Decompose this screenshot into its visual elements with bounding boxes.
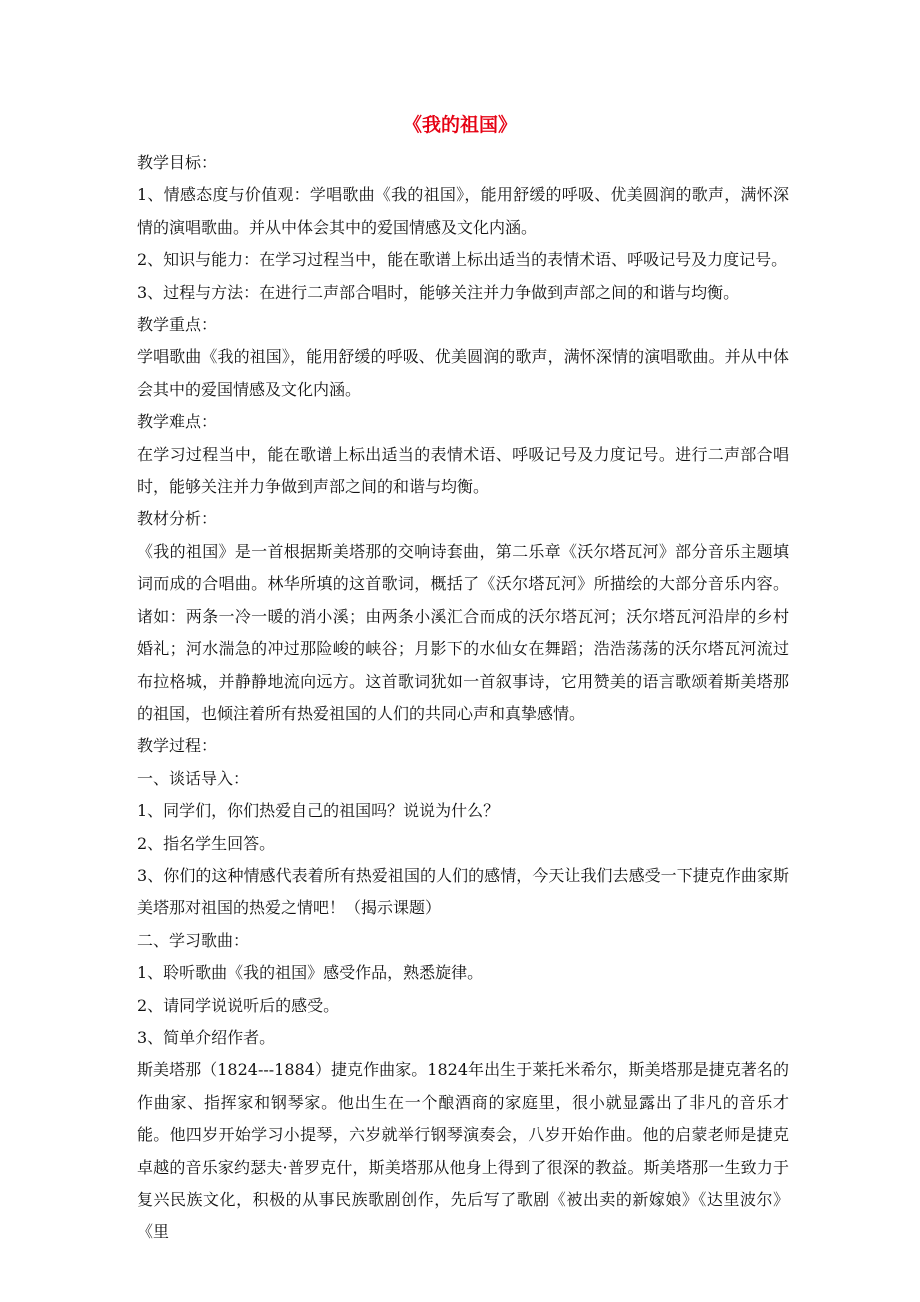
paragraph-process-heading: 教学过程： xyxy=(137,736,218,756)
document-title: 《我的祖国》 xyxy=(402,114,517,136)
paragraph-intro-1: 1、同学们，你们热爱自己的祖国吗？说说为什么？ xyxy=(137,801,500,821)
paragraph-objective-2: 2、知识与能力：在学习过程当中，能在歌谱上标出适当的表情术语、呼吸记号及力度记号。 xyxy=(137,250,788,270)
paragraph-intro-heading: 一、谈话导入： xyxy=(137,768,250,788)
paragraph-objective-3: 3、过程与方法：在进行二声部合唱时，能够关注并力争做到声部之间的和谐与均衡。 xyxy=(137,282,740,302)
paragraph-key-points-heading: 教学重点： xyxy=(137,315,218,335)
paragraph-learning-heading: 二、学习歌曲： xyxy=(137,930,250,950)
paragraph-objective-1: 1、情感态度与价值观：学唱歌曲《我的祖国》，能用舒缓的呼吸、优美圆润的歌声，满怀深情的演唱歌曲。并从中体会其中的爱国情感及文化内涵。 xyxy=(137,185,789,237)
paragraph-intro-2: 2、指名学生回答。 xyxy=(137,833,276,853)
paragraph-objectives-heading: 教学目标： xyxy=(137,153,218,172)
paragraph-intro-3: 3、你们的这种情感代表着所有热爱祖国的人们的感情，今天让我们去感受一下捷克作曲家斯美塔那对祖国的热爱之情吧！（揭示课题） xyxy=(137,865,789,918)
paragraph-difficulties: 在学习过程当中，能在歌谱上标出适当的表情术语、呼吸记号及力度记号。进行二声部合唱时，能够关注并力争做到声部之间的和谐与均衡。 xyxy=(137,444,789,497)
paragraph-learning-3: 3、简单介绍作者。 xyxy=(137,1027,276,1047)
paragraph-learning-1: 1、聆听歌曲《我的祖国》感受作品，熟悉旋律。 xyxy=(137,963,484,983)
paragraph-learning-2: 2、请同学说说听后的感受。 xyxy=(137,995,340,1015)
paragraph-analysis: 《我的祖国》是一首根据斯美塔那的交响诗套曲，第二乐章《沃尔塔瓦河》部分音乐主题填词而成的合唱曲。林华所填的这首歌词，概括了《沃尔塔瓦河》所描绘的大部分音乐内容。诸如：两条一冷一暖的消小溪；由两条小溪汇合而成的沃尔塔瓦河；沃尔塔瓦河沿岸的乡村婚礼；河水湍急的冲过那险峻的峡谷；月影下的水仙女在舞蹈；浩浩荡荡的沃尔塔瓦河流过布拉格城，并静静地流向远方。这首歌词犹如一首叙事诗，它用赞美的语言歌颂着斯美塔那的祖国，也倾注着所有热爱祖国的人们的共同心声和真挚感情。 xyxy=(137,541,789,723)
document-body xyxy=(137,147,789,1249)
paragraph-difficulties-heading: 教学难点： xyxy=(137,412,218,432)
paragraph-key-points: 学唱歌曲《我的祖国》，能用舒缓的呼吸、优美圆润的歌声，满怀深情的演唱歌曲。并从中体会其中的爱国情感及文化内涵。 xyxy=(137,347,789,399)
paragraph-composer-bio: 斯美塔那（1824---1884）捷克作曲家。1824年出生于莱托米希尔，斯美塔那是捷克著名的作曲家、指挥家和钢琴家。他出生在一个酿酒商的家庭里，很小就显露出了非凡的音乐才能。他四岁开始学习小提琴，六岁就举行钢琴演奏会，八岁开始作曲。他的启蒙老师是捷克卓越的音乐家约瑟夫·普罗克什，斯美塔那从他身上得到了很深的教益。斯美塔那一生致力于复兴民族文化，积极的从事民族歌剧创作，先后写了歌剧《被出卖的新嫁娘》《达里波尔》《里 xyxy=(137,1060,789,1242)
paragraph-analysis-heading: 教材分析： xyxy=(137,509,218,529)
